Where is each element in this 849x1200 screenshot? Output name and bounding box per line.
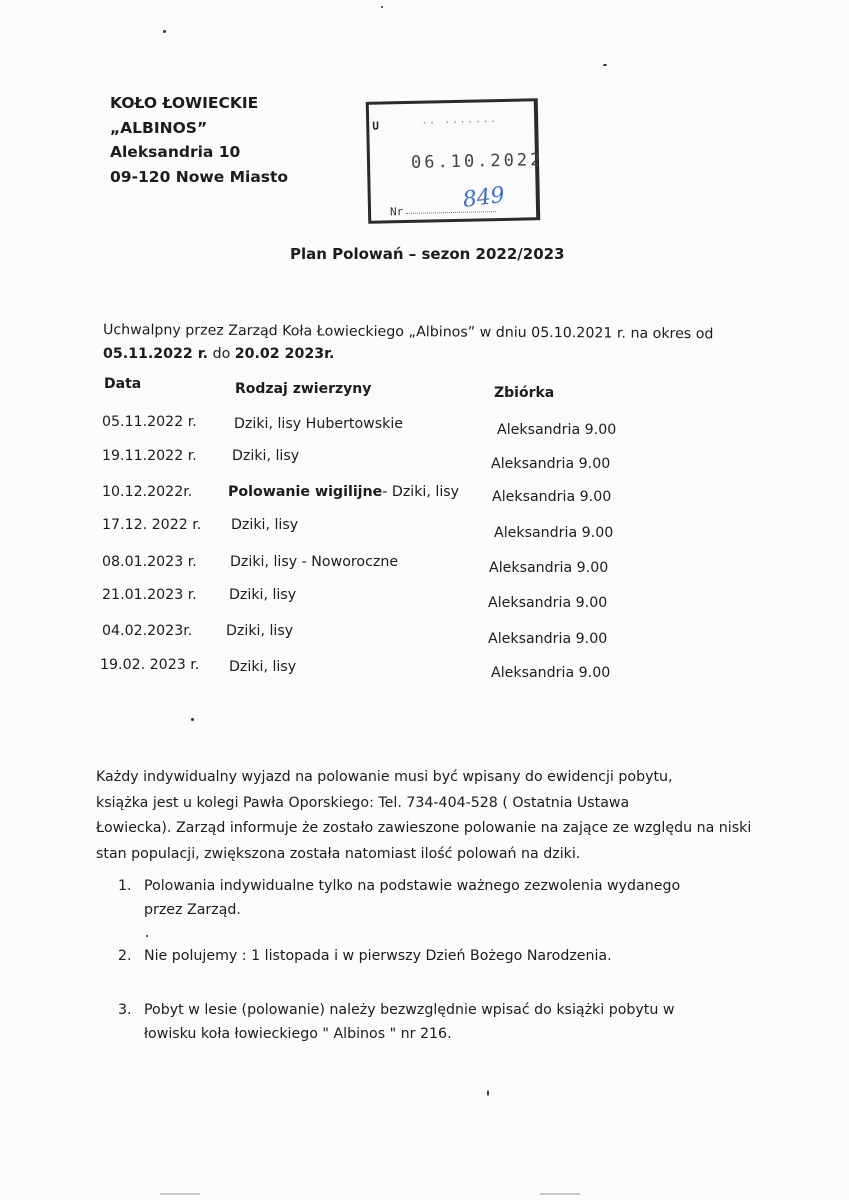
organization-name: KOŁO ŁOWIECKIE <box>110 94 259 112</box>
scan-edge-mark <box>160 1193 200 1195</box>
row-game: Dziki, lisy <box>232 448 300 464</box>
period-end: 20.02 2023r. <box>234 346 335 362</box>
intro-paragraph <box>103 318 723 366</box>
stamp-prefix-u: U <box>372 119 380 133</box>
list-text-line: łowisku koła łowieckiego " Albinos " nr 216. <box>144 1026 452 1042</box>
row-game: Dziki, lisy <box>231 517 299 533</box>
list-number: 3. <box>118 1002 132 1018</box>
row-date: 08.01.2023 r. <box>102 554 197 570</box>
notice-paragraph <box>96 765 756 867</box>
table-row <box>0 484 849 514</box>
table-row <box>0 554 849 584</box>
notice-line: Łowiecka). Zarząd informuje że zostało zawieszone polowanie na zające ze względu na niski <box>96 820 752 836</box>
list-text-line: Nie polujemy : 1 listopada i w pierwszy Dzień Bożego Narodzenia. <box>144 948 612 964</box>
column-header-date: Data <box>104 376 142 392</box>
row-date: 19.02. 2023 r. <box>100 657 200 673</box>
scan-speck <box>381 6 383 8</box>
row-gathering: Aleksandria 9.00 <box>488 595 608 611</box>
row-date: 04.02.2023r. <box>102 623 193 639</box>
notice-line: Każdy indywidualny wyjazd na polowanie musi być wpisany do ewidencji pobytu, <box>96 769 673 785</box>
row-gathering: Aleksandria 9.00 <box>492 489 612 505</box>
table-row <box>0 414 849 444</box>
row-gathering: Aleksandria 9.00 <box>497 422 617 438</box>
received-stamp <box>366 98 544 224</box>
list-text-line: Polowania indywidualne tylko na podstawie ważnego zezwolenia wydanego <box>144 878 681 894</box>
row-game: Dziki, lisy - Noworoczne <box>230 554 399 570</box>
stamp-handwritten-number: 849 <box>461 182 507 213</box>
row-gathering: Aleksandria 9.00 <box>488 631 608 647</box>
row-game: Dziki, lisy <box>226 623 294 639</box>
row-game: Dziki, lisy <box>229 659 297 675</box>
table-row <box>0 587 849 617</box>
table-row <box>0 517 849 547</box>
row-date: 05.11.2022 r. <box>102 414 197 430</box>
row-date: 10.12.2022r. <box>102 484 193 500</box>
table-row <box>0 448 849 478</box>
row-game <box>228 484 459 500</box>
column-header-game: Rodzaj zwierzyny <box>235 381 372 397</box>
row-gathering: Aleksandria 9.00 <box>494 525 614 541</box>
stamp-prefix-nr: Nr <box>389 205 404 219</box>
row-game-rest: - Dziki, lisy <box>382 484 460 500</box>
list-text <box>144 944 612 968</box>
stamp-faded-text: ·· ······· <box>421 115 498 130</box>
notice-line: książka jest u kolegi Pawła Oporskiego: Tel. 734-404-528 ( Ostatnia Ustawa <box>96 794 630 811</box>
scan-speck <box>146 935 148 937</box>
column-header-gathering: Zbiórka <box>494 385 555 401</box>
table-row <box>0 657 849 687</box>
address-street: Aleksandria 10 <box>110 143 241 161</box>
list-text <box>144 874 680 922</box>
list-text <box>144 998 674 1046</box>
list-text-line: Pobyt w lesie (polowanie) należy bezwzględnie wpisać do książki pobytu w <box>144 1002 675 1018</box>
row-date: 19.11.2022 r. <box>102 448 197 464</box>
row-gathering: Aleksandria 9.00 <box>491 456 611 472</box>
list-number: 1. <box>118 878 132 894</box>
stamp-date: 06.10.2022 <box>410 150 544 173</box>
row-date: 17.12. 2022 r. <box>102 517 202 533</box>
row-game-highlight: Polowanie wigilijne <box>228 484 383 500</box>
row-game: Dziki, lisy Hubertowskie <box>234 416 404 432</box>
intro-line: Uchwalpny przez Zarząd Koła Łowieckiego „Albinos” w dniu 05.10.2021 r. na okres od <box>102 322 714 343</box>
organization-short-name: „ALBINOS” <box>110 118 208 137</box>
scan-speck <box>163 30 166 33</box>
scan-speck <box>487 1090 489 1096</box>
period-connector: do <box>208 346 235 362</box>
notice-line: stan populacji, zwiększona została natomiast ilość polowań na dziki. <box>96 845 581 862</box>
table-row <box>0 623 849 653</box>
document-title: Plan Polowań – sezon 2022/2023 <box>290 245 565 263</box>
list-text-line: przez Zarząd. <box>144 902 241 918</box>
address-city: 09-120 Nowe Miasto <box>110 167 289 186</box>
scan-speck <box>603 64 607 66</box>
scan-speck <box>191 718 194 721</box>
row-gathering: Aleksandria 9.00 <box>489 560 609 576</box>
row-game: Dziki, lisy <box>229 587 297 603</box>
organization-address <box>110 91 288 189</box>
period-start: 05.11.2022 r. <box>103 346 209 362</box>
row-date: 21.01.2023 r. <box>102 587 197 603</box>
list-number: 2. <box>118 948 132 964</box>
row-gathering: Aleksandria 9.00 <box>491 665 611 681</box>
scan-edge-mark <box>540 1193 580 1195</box>
